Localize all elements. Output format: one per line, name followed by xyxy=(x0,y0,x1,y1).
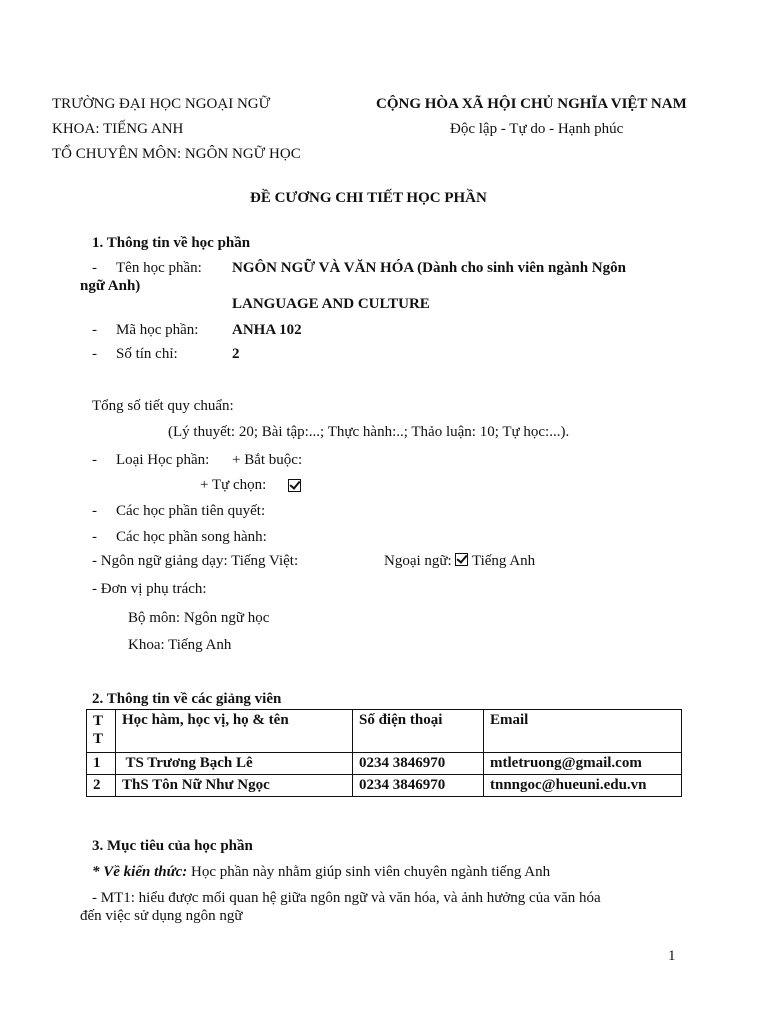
lecturer-table xyxy=(86,709,682,797)
lecturer-phone: 0234 3846970 xyxy=(353,775,484,797)
parallel-courses-label: Các học phần song hành: xyxy=(116,529,267,545)
knowledge-text: Học phần này nhằm giúp sinh viên chuyên ngành tiếng Anh xyxy=(187,864,551,880)
national-motto: Độc lập - Tự do - Hạnh phúc xyxy=(450,121,624,137)
hours-detail: (Lý thuyết: 20; Bài tập:...; Thực hành:..; Thảo luận: 10; Tự học:...). xyxy=(168,424,570,440)
faculty-line: Khoa: Tiếng Anh xyxy=(128,637,232,653)
type-required: + Bắt buộc: xyxy=(232,452,303,468)
lecturer-name: TS Trương Bạch Lê xyxy=(116,753,353,775)
type-elective: + Tự chọn: xyxy=(200,477,267,493)
prerequisites-label: Các học phần tiên quyết: xyxy=(116,503,266,519)
row-index: 2 xyxy=(87,775,116,797)
course-name-vi-line2: ngữ Anh) xyxy=(80,278,141,294)
page-number: 1 xyxy=(668,948,676,964)
table-header-row xyxy=(87,710,682,753)
credits-label: Số tín chỉ: xyxy=(116,346,178,362)
row-index: 1 xyxy=(87,753,116,775)
lecturer-email: mtletruong@gmail.com xyxy=(484,753,682,775)
university-name: TRƯỜNG ĐẠI HỌC NGOẠI NGỮ xyxy=(52,96,271,112)
course-code-label: Mã học phần: xyxy=(116,322,199,338)
course-name-label: Tên học phần: xyxy=(116,260,202,276)
bullet-dash: - xyxy=(92,503,97,519)
total-hours-label: Tổng số tiết quy chuẩn: xyxy=(92,398,234,414)
checkbox-checked-icon xyxy=(288,479,301,492)
course-type-label: Loại Học phần: xyxy=(116,452,210,468)
faculty-name: KHOA: TIẾNG ANH xyxy=(52,121,184,137)
mt1-line2: đến việc sử dụng ngôn ngữ xyxy=(80,908,243,924)
lecturer-name: ThS Tôn Nữ Như Ngọc xyxy=(116,775,353,797)
bullet-dash: - xyxy=(92,260,97,276)
bullet-dash: - xyxy=(92,346,97,362)
section-2-heading: 2. Thông tin về các giảng viên xyxy=(92,691,282,707)
course-name-en: LANGUAGE AND CULTURE xyxy=(232,296,430,312)
checkbox-checked-icon xyxy=(455,553,468,566)
col-phone-header: Số điện thoại xyxy=(353,710,484,753)
section-1-heading: 1. Thông tin về học phần xyxy=(92,235,251,251)
teaching-language-label: - Ngôn ngữ giảng dạy: Tiếng Việt: xyxy=(92,553,299,569)
col-index-header: T T xyxy=(87,710,116,753)
bullet-dash: - xyxy=(92,322,97,338)
section-3-heading: 3. Mục tiêu của học phần xyxy=(92,838,253,854)
department-name: Bộ môn: Ngôn ngữ học xyxy=(128,610,270,626)
division-name: TỔ CHUYÊN MÔN: NGÔN NGỮ HỌC xyxy=(52,146,301,162)
lecturer-email: tnnngoc@hueuni.edu.vn xyxy=(484,775,682,797)
table-row xyxy=(87,775,682,797)
bullet-dash: - xyxy=(92,529,97,545)
lecturer-phone: 0234 3846970 xyxy=(353,753,484,775)
knowledge-label: * Về kiến thức: xyxy=(92,864,188,880)
course-code-value: ANHA 102 xyxy=(232,322,302,338)
bullet-dash: - xyxy=(92,452,97,468)
course-name-vi-line1: NGÔN NGỮ VÀ VĂN HÓA (Dành cho sinh viên ngành Ngôn xyxy=(232,260,626,276)
republic-title: CỘNG HÒA XÃ HỘI CHỦ NGHĨA VIỆT NAM xyxy=(376,96,687,112)
elective-checkbox xyxy=(288,479,301,496)
table-row xyxy=(87,753,682,775)
foreign-language-label: Ngoại ngữ: xyxy=(384,553,452,569)
col-name-header: Học hàm, học vị, họ & tên xyxy=(116,710,353,753)
responsible-unit-label: - Đơn vị phụ trách: xyxy=(92,581,207,597)
document-title: ĐỀ CƯƠNG CHI TIẾT HỌC PHẦN xyxy=(250,190,487,206)
col-email-header: Email xyxy=(484,710,682,753)
foreign-language-value: Tiếng Anh xyxy=(471,553,536,569)
credits-value: 2 xyxy=(232,346,240,362)
knowledge-objective xyxy=(92,864,550,881)
foreign-language-row xyxy=(384,553,535,570)
mt1-line1: - MT1: hiểu được mối quan hệ giữa ngôn ngữ và văn hóa, và ảnh hưởng của văn hóa xyxy=(92,890,601,906)
